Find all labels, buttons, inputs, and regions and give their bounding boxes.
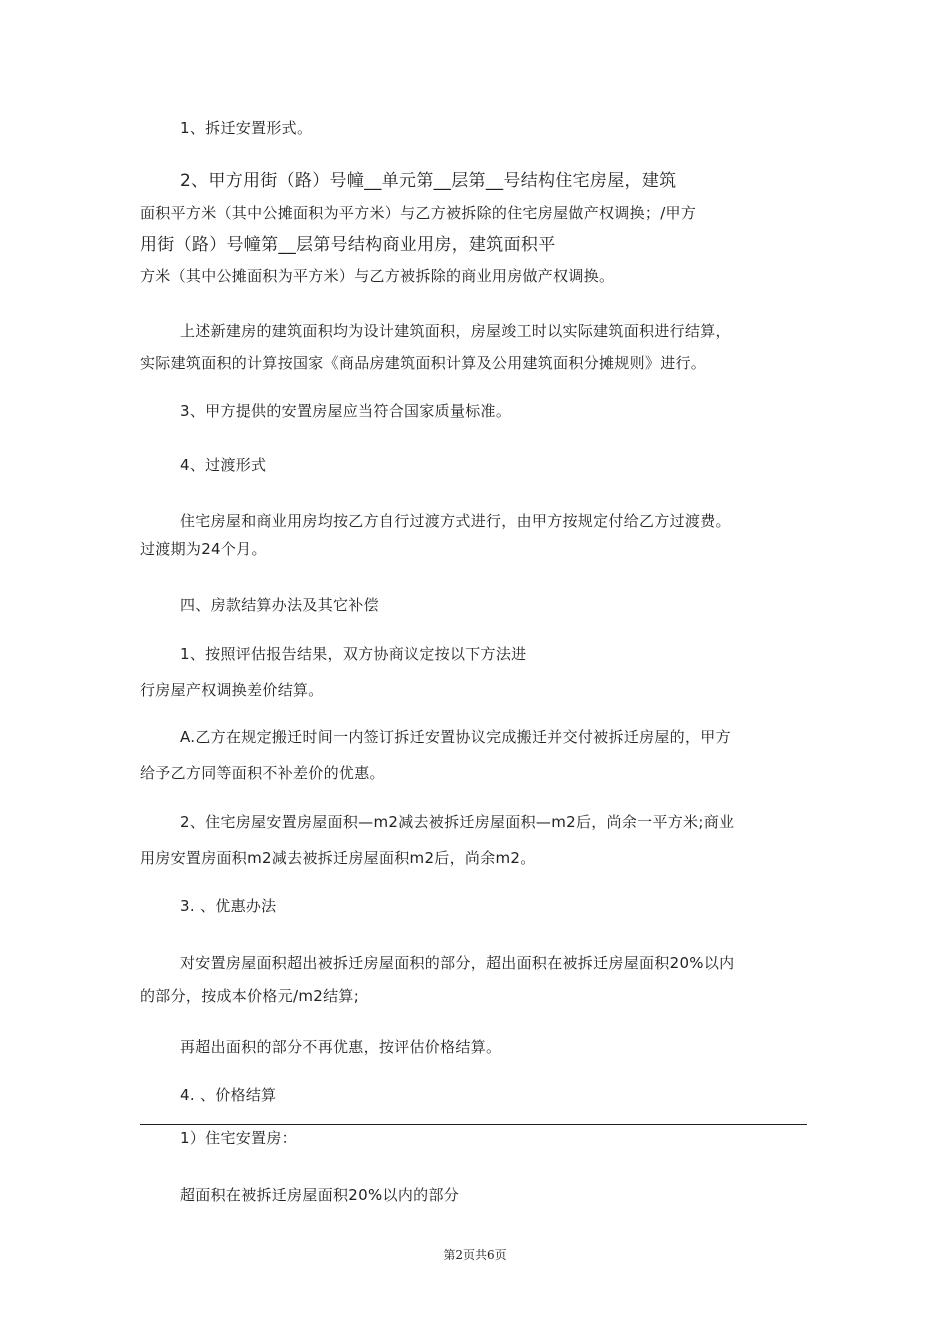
- text-line: 3. 、优惠办法: [180, 897, 277, 915]
- text-line: 过渡期为24个月。: [140, 540, 267, 558]
- text-line: 对安置房屋面积超出被拆迁房屋面积的部分，超出面积在被拆迁房屋面积20%以内: [180, 954, 735, 972]
- text-line: 实际建筑面积的计算按国家《商品房建筑面积计算及公用建筑面积分摊规则》进行。: [140, 354, 707, 372]
- text-line: 行房屋产权调换差价结算。: [140, 681, 324, 699]
- text-line: 的部分，按成本价格元/m2结算;: [140, 987, 360, 1005]
- text-line: 1、拆迁安置形式。: [180, 119, 313, 137]
- text-line: 1、按照评估报告结果，双方协商议定按以下方法进: [180, 645, 527, 663]
- horizontal-rule: [140, 1124, 807, 1125]
- text-line: 4、过渡形式: [180, 456, 267, 474]
- text-line: 用街（路）号幢第__层第号结构商业用房，建筑面积平: [140, 235, 556, 255]
- text-line: 方米（其中公摊面积为平方米）与乙方被拆除的商业用房做产权调换。: [140, 267, 615, 285]
- text-line: 2、甲方用街（路）号幢__单元第__层第__号结构住宅房屋，建筑: [180, 171, 677, 191]
- text-line: 3、甲方提供的安置房屋应当符合国家质量标准。: [180, 402, 512, 420]
- text-line: 面积平方米（其中公摊面积为平方米）与乙方被拆除的住宅房屋做产权调换；/甲方: [140, 204, 697, 222]
- text-line: 4. 、价格结算: [180, 1086, 277, 1104]
- text-line: A.乙方在规定搬迁时间一内签订拆迁安置协议完成搬迁并交付被拆迁房屋的，甲方: [180, 728, 731, 746]
- text-line: 超面积在被拆迁房屋面积20%以内的部分: [180, 1186, 460, 1204]
- text-line: 再超出面积的部分不再优惠，按评估价格结算。: [180, 1038, 502, 1056]
- page-footer: 第2页共6页: [443, 1248, 507, 1262]
- text-line: 给予乙方同等面积不补差价的优惠。: [140, 764, 385, 782]
- text-line: 1）住宅安置房：: [180, 1129, 297, 1147]
- text-line: 住宅房屋和商业用房均按乙方自行过渡方式进行，由甲方按规定付给乙方过渡费。: [180, 512, 731, 530]
- text-line: 用房安置房面积m2减去被拆迁房屋面积m2后，尚余m2。: [140, 849, 536, 867]
- text-line: 2、住宅房屋安置房屋面积—m2减去被拆迁房屋面积—m2后，尚余一平方米;商业: [180, 813, 735, 831]
- text-line: 上述新建房的建筑面积均为设计建筑面积，房屋竣工时以实际建筑面积进行结算，: [180, 322, 731, 340]
- section-heading: 四、房款结算办法及其它补偿: [180, 596, 379, 614]
